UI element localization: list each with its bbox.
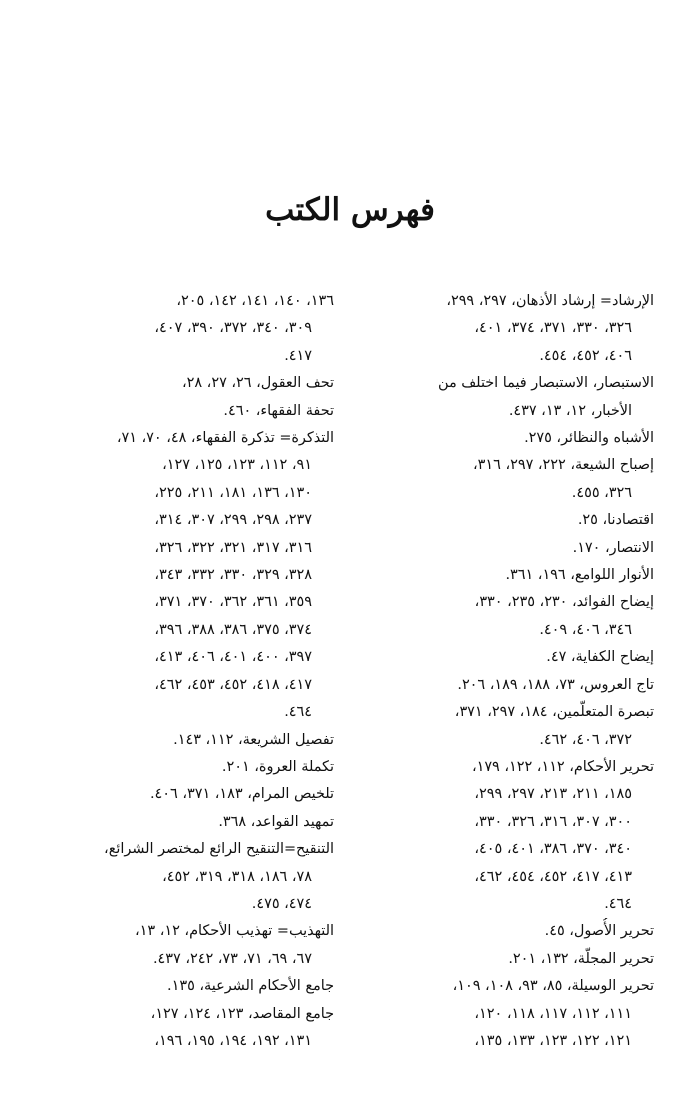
index-entry xyxy=(362,288,654,370)
index-entry xyxy=(42,1001,334,1056)
index-entry xyxy=(362,973,654,1055)
index-entry xyxy=(362,452,654,507)
entry-heading-line: تحفة الفقهاء، ٤٦٠. xyxy=(223,402,334,419)
entry-heading-line: الإرشاد= إرشاد الأذهان، ٢٩٧، ٢٩٩، xyxy=(446,293,654,309)
entry-heading-line: إيضاح الكفاية، ٤٧. xyxy=(546,649,654,666)
entry-page-numbers: ١١١، ١١٢، ١١٧، ١١٨، ١٢٠، xyxy=(474,1005,632,1022)
entry-heading-line: تلخيص المرام، ١٨٣، ٣٧١، ٤٠٦. xyxy=(149,786,334,803)
index-entry xyxy=(362,562,654,589)
entry-heading-line: جامع المقاصد، ١٢٣، ١٢٤، ١٢٧، xyxy=(150,1005,334,1022)
entry-heading-line: تحف العقول، ٢٦، ٢٧، ٢٨، xyxy=(181,375,334,392)
index-entry xyxy=(362,425,654,452)
entry-page-numbers: ٣١٦، ٣١٧، ٣٢١، ٣٢٢، ٣٢٦، xyxy=(154,539,312,556)
index-entry xyxy=(42,370,334,397)
entry-page-numbers: ٣٢٨، ٣٢٩، ٣٣٠، ٣٣٢، ٣٤٣، xyxy=(154,567,312,584)
entry-page-numbers: ١٢١، ١٢٢، ١٢٣، ١٣٣، ١٣٥، xyxy=(474,1032,632,1049)
entry-heading-line: إيضاح الفوائد، ٢٣٠، ٢٣٥، ٣٣٠، xyxy=(474,594,654,611)
entry-page-numbers: ٦٧، ٦٩، ٧١، ٧٣، ٢٤٢، ٤٣٧. xyxy=(152,950,312,967)
index-entry xyxy=(362,699,654,754)
index-entry xyxy=(42,918,334,973)
entry-page-numbers: ٣٠٩، ٣٤٠، ٣٧٢، ٣٩٠، ٤٠٧، xyxy=(154,320,312,337)
entry-page-numbers: ٣٧٢، ٤٠٦، ٤٦٢. xyxy=(539,731,632,748)
entry-heading-line: تحرير الأحكام، ١١٢، ١٢٢، ١٧٩، xyxy=(471,758,654,775)
index-entry xyxy=(362,918,654,945)
entry-heading-line: جامع الأحكام الشرعية، ١٣٥. xyxy=(167,978,334,995)
entry-heading-line: تكملة العروة، ٢٠١. xyxy=(221,758,334,775)
index-column-left xyxy=(42,288,334,1055)
entry-heading-line: إصباح الشيعة، ٢٢٢، ٢٩٧، ٣١٦، xyxy=(473,457,654,474)
entry-heading-line: اقتصادنا، ٢٥. xyxy=(577,512,654,529)
entry-page-numbers: ٢٣٧، ٢٩٨، ٢٩٩، ٣٠٧، ٣١٤، xyxy=(154,512,312,529)
index-entry xyxy=(42,809,334,836)
index-columns xyxy=(42,288,654,1055)
entry-page-numbers: ٤٦٤. xyxy=(284,704,312,721)
index-entry xyxy=(42,781,334,808)
entry-heading-line: تحرير المجلّة، ١٣٢، ٢٠١. xyxy=(508,950,654,967)
index-column-right xyxy=(362,288,654,1055)
entry-heading-line: تمهيد القواعد، ٣٦٨. xyxy=(218,813,334,830)
index-entry xyxy=(362,672,654,699)
entry-heading-line: التنقيح=التنقيح الرائع لمختصر الشرائع، xyxy=(104,841,334,858)
entry-page-numbers: ٤١٣، ٤١٧، ٤٥٢، ٤٥٤، ٤٦٢، xyxy=(474,868,632,885)
entry-heading-line: التذكرة= تذكرة الفقهاء، ٤٨، ٧٠، ٧١، xyxy=(116,430,334,447)
entry-heading-line: ١٣٦، ١٤٠، ١٤١، ١٤٢، ٢٠٥، xyxy=(176,293,334,309)
entry-page-numbers: ٣٧٤، ٣٧٥، ٣٨٦، ٣٨٨، ٣٩٦، xyxy=(154,621,312,638)
entry-page-numbers: ١٣٠، ١٣٦، ١٨١، ٢١١، ٢٢٥، xyxy=(154,484,312,501)
entry-page-numbers: ٣٤٠، ٣٧٠، ٣٨٦، ٤٠١، ٤٠٥، xyxy=(474,841,632,858)
entry-heading-line: تحرير الوسيلة، ٨٥، ٩٣، ١٠٨، ١٠٩، xyxy=(452,978,654,995)
index-entry xyxy=(42,425,334,726)
entry-page-numbers: ٣٠٠، ٣٠٧، ٣١٦، ٣٢٦، ٣٣٠، xyxy=(474,813,632,830)
index-entry xyxy=(42,398,334,425)
entry-page-numbers: ١٨٥، ٢١١، ٢١٣، ٢٩٧، ٢٩٩، xyxy=(474,786,632,803)
page-title: فهرس الكتب xyxy=(265,192,435,228)
entry-page-numbers: ٧٨، ١٨٦، ٣١٨، ٣١٩، ٤٥٢، xyxy=(162,868,312,885)
index-entry xyxy=(362,644,654,671)
index-entry xyxy=(362,535,654,562)
entry-page-numbers: ٤١٧، ٤١٨، ٤٥٢، ٤٥٣، ٤٦٢، xyxy=(154,676,312,693)
entry-heading-line: الانتصار، ١٧٠. xyxy=(572,539,654,556)
entry-page-numbers: ٤٧٤، ٤٧٥. xyxy=(251,895,312,912)
entry-page-numbers: ١٣١، ١٩٢، ١٩٤، ١٩٥، ١٩٦، xyxy=(154,1032,312,1049)
entry-page-numbers: ٣٤٦، ٤٠٦، ٤٠٩. xyxy=(539,621,632,638)
index-entry xyxy=(42,754,334,781)
entry-heading-line: الأنوار اللوامع، ١٩٦، ٣٦١. xyxy=(505,567,654,584)
entry-heading-line: تحرير الأُصول، ٤٥. xyxy=(544,923,654,940)
index-entry xyxy=(362,507,654,534)
index-entry xyxy=(42,973,334,1000)
entry-heading-line: تاج العروس، ٧٣، ١٨٨، ١٨٩، ٢٠٦. xyxy=(457,676,654,693)
index-entry xyxy=(362,589,654,644)
entry-page-numbers: ٩١، ١١٢، ١٢٣، ١٢٥، ١٢٧، xyxy=(162,457,312,474)
entry-heading-line: الاستبصار، الاستبصار فيما اختلف من xyxy=(438,375,654,392)
index-entry xyxy=(42,836,334,918)
index-entry xyxy=(42,288,334,370)
entry-page-numbers: ٣٢٦، ٣٣٠، ٣٧١، ٣٧٤، ٤٠١، xyxy=(474,320,632,337)
index-entry xyxy=(362,754,654,918)
entry-page-numbers: ٤٦٤. xyxy=(604,895,632,912)
entry-heading-line: الأشباه والنظائر، ٢٧٥. xyxy=(524,430,654,447)
entry-page-numbers: الأخبار، ١٢، ١٣، ٤٣٧. xyxy=(508,402,632,419)
index-entry xyxy=(42,727,334,754)
entry-page-numbers: ٤٠٦، ٤٥٢، ٤٥٤. xyxy=(539,347,632,364)
index-entry xyxy=(362,946,654,973)
entry-page-numbers: ٣٥٩، ٣٦١، ٣٦٢، ٣٧٠، ٣٧١، xyxy=(154,594,312,611)
entry-page-numbers: ٤١٧. xyxy=(284,347,312,364)
entry-page-numbers: ٣٩٧، ٤٠٠، ٤٠١، ٤٠٦، ٤١٣، xyxy=(154,649,312,666)
entry-heading-line: تبصرة المتعلّمين، ١٨٤، ٢٩٧، ٣٧١، xyxy=(454,704,654,721)
entry-page-numbers: ٣٢٦، ٤٥٥. xyxy=(571,484,632,501)
index-entry xyxy=(362,370,654,425)
entry-heading-line: التهذيب= تهذيب الأحكام، ١٢، ١٣، xyxy=(135,923,334,940)
entry-heading-line: تفصيل الشريعة، ١١٢، ١٤٣. xyxy=(173,731,334,748)
